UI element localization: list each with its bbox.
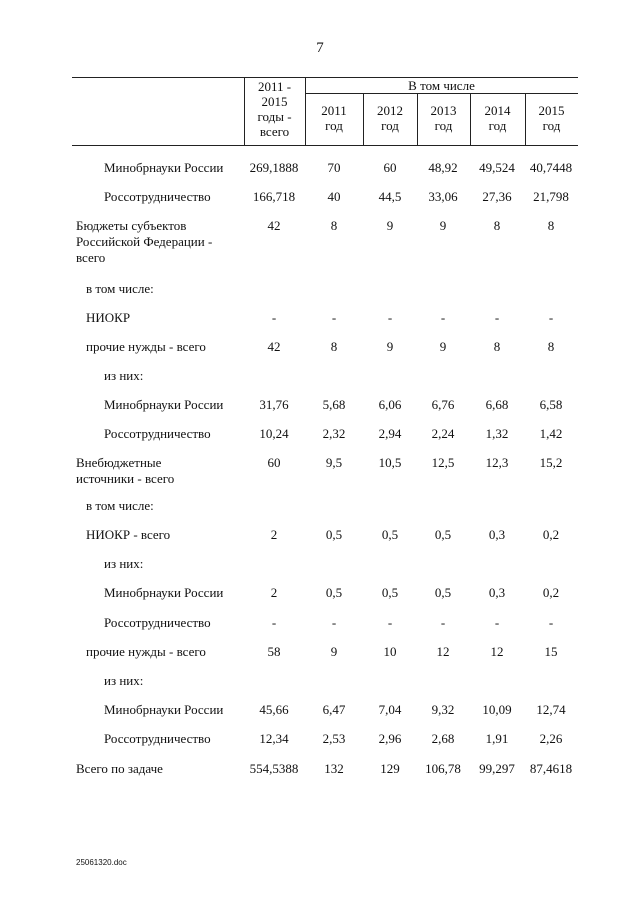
table-cell: 8	[547, 339, 555, 354]
table-cell: 8	[547, 218, 555, 233]
table-cell: 0,5	[325, 585, 343, 600]
table-cell: 6,47	[322, 702, 346, 717]
table-cell: 42	[267, 339, 281, 354]
header-year-line: год	[488, 118, 507, 133]
table-cell: -	[440, 615, 446, 630]
table-cell: 1,91	[485, 731, 509, 746]
row-label-line: Россотрудничество	[104, 731, 211, 746]
table-cell: 269,1888	[249, 160, 299, 175]
table-cell: -	[331, 310, 337, 325]
header-year-line: год	[434, 118, 453, 133]
row-label-line: Российской Федерации -	[76, 234, 213, 249]
table-row-label	[76, 455, 174, 487]
table-cell: 40,7448	[529, 160, 573, 175]
header-group-label: В том числе	[408, 78, 475, 93]
header-year-line: год	[381, 118, 399, 133]
table-cell: 8	[493, 218, 501, 233]
table-row-label	[86, 498, 154, 514]
header-year-2014	[470, 103, 525, 133]
table-cell: -	[548, 310, 554, 325]
table-cell: 0,5	[434, 585, 452, 600]
table-cell: 12,5	[431, 455, 455, 470]
table-cell: 2,68	[431, 731, 455, 746]
table-cell: 44,5	[378, 189, 402, 204]
table-cell: 0,3	[488, 527, 506, 542]
table-cell: 0,2	[542, 527, 560, 542]
table-cell: 33,06	[428, 189, 458, 204]
table-cell: 10,09	[482, 702, 512, 717]
table-row-label	[104, 368, 143, 384]
table-cell: 7,04	[378, 702, 402, 717]
page-number: 7	[316, 40, 324, 56]
footer-filename: 25061320.doc	[76, 858, 127, 867]
table-cell: 99,297	[479, 761, 515, 776]
table-cell: 45,66	[259, 702, 289, 717]
table-cell: 10,24	[259, 426, 289, 441]
row-label-line: прочие нужды - всего	[86, 644, 206, 659]
table-cell: -	[271, 615, 277, 630]
table-row-label	[104, 397, 223, 413]
table-cell: 6,06	[378, 397, 402, 412]
table-row-label	[104, 673, 143, 689]
table-row-label	[86, 339, 206, 355]
table-cell: 12	[436, 644, 450, 659]
group-rule	[305, 93, 578, 94]
row-label-line: из них:	[104, 673, 144, 688]
table-cell: 1,42	[539, 426, 563, 441]
row-label-line: прочие нужды - всего	[86, 339, 206, 354]
table-cell: 9	[439, 218, 447, 233]
table-row-label	[86, 644, 206, 660]
table-cell: 70	[327, 160, 341, 175]
header-year-line: 2013	[430, 103, 457, 118]
header-year-2013	[417, 103, 470, 133]
table-cell: 31,76	[259, 397, 289, 412]
table-cell: 48,92	[428, 160, 458, 175]
row-label-line: из них:	[104, 368, 144, 383]
table-cell: 129	[380, 761, 400, 776]
table-cell: 9	[386, 339, 394, 354]
table-cell: 49,524	[479, 160, 515, 175]
table-cell: 12,74	[536, 702, 566, 717]
row-label-line: источники - всего	[76, 471, 175, 486]
table-cell: 15,2	[539, 455, 563, 470]
table-cell: 0,5	[434, 527, 452, 542]
table-cell: 2,94	[378, 426, 402, 441]
table-row-label	[104, 615, 211, 631]
table-cell: 9,32	[431, 702, 455, 717]
table-row-label	[104, 556, 143, 572]
header-year-2012	[363, 103, 417, 133]
table-row-label	[86, 310, 130, 326]
table-row-label	[86, 527, 170, 543]
header-year-line: год	[542, 118, 561, 133]
table-cell: 42	[267, 218, 281, 233]
table-cell: 60	[383, 160, 397, 175]
table-cell: -	[548, 615, 554, 630]
table-cell: 6,76	[431, 397, 455, 412]
header-total-line: 2011 -	[257, 79, 292, 94]
header-year-line: 2014	[484, 103, 511, 118]
row-label-line: Минобрнауки России	[104, 397, 224, 412]
table-cell: 12,34	[259, 731, 289, 746]
table-cell: 2	[270, 585, 278, 600]
table-cell: -	[440, 310, 446, 325]
row-label-line: НИОКР	[86, 310, 131, 325]
header-year-2011	[305, 103, 363, 133]
row-label-line: Минобрнауки России	[104, 702, 224, 717]
row-label-line: Внебюджетные	[76, 455, 162, 470]
table-cell: 12,3	[485, 455, 509, 470]
table-cell: 15	[544, 644, 558, 659]
table-cell: 87,4618	[529, 761, 573, 776]
table-cell: 166,718	[252, 189, 296, 204]
table-cell: -	[271, 310, 277, 325]
table-cell: 10	[383, 644, 397, 659]
table-cell: 132	[324, 761, 344, 776]
table-row-label	[104, 189, 211, 205]
row-label-line: Минобрнауки России	[104, 160, 224, 175]
header-bottom-rule	[72, 145, 578, 146]
row-label-line: Бюджеты субъектов	[76, 218, 187, 233]
table-cell: 58	[267, 644, 281, 659]
table-cell: 2,32	[322, 426, 346, 441]
table-cell: 9,5	[325, 455, 343, 470]
table-cell: 9	[439, 339, 447, 354]
table-cell: 554,5388	[249, 761, 299, 776]
table-cell: 6,58	[539, 397, 563, 412]
table-cell: 8	[493, 339, 501, 354]
table-row-label	[86, 281, 154, 297]
table-row-label	[104, 585, 223, 601]
table-cell: 8	[330, 218, 338, 233]
header-year-line: 2012	[377, 103, 403, 118]
header-total-line: 2015	[261, 94, 288, 109]
table-cell: 0,5	[381, 527, 399, 542]
header-total-column	[244, 79, 305, 139]
table-row-label	[104, 160, 223, 176]
table-cell: 0,2	[542, 585, 560, 600]
table-cell: 2,26	[539, 731, 563, 746]
table-cell: -	[387, 310, 393, 325]
row-label-line: Россотрудничество	[104, 189, 211, 204]
table-row-label	[104, 426, 211, 442]
table-cell: 8	[330, 339, 338, 354]
row-label-line: Россотрудничество	[104, 426, 211, 441]
header-total-line: годы -	[257, 109, 292, 124]
row-label-line: всего	[76, 250, 106, 265]
table-row-label	[104, 731, 211, 747]
header-year-line: год	[325, 118, 343, 133]
row-label-line: Минобрнауки России	[104, 585, 224, 600]
table-row-label	[76, 218, 212, 266]
table-cell: 9	[330, 644, 338, 659]
table-cell: 9	[386, 218, 394, 233]
table-cell: 60	[267, 455, 281, 470]
table-cell: 0,5	[381, 585, 399, 600]
table-cell: 2,24	[431, 426, 455, 441]
header-year-2015	[525, 103, 578, 133]
table-cell: -	[387, 615, 393, 630]
table-cell: 0,3	[488, 585, 506, 600]
table-cell: 5,68	[322, 397, 346, 412]
row-label-line: Россотрудничество	[104, 615, 211, 630]
row-label-line: в том числе:	[86, 498, 154, 513]
table-cell: 0,5	[325, 527, 343, 542]
row-label-line: Всего по задаче	[76, 761, 163, 776]
header-year-line: 2011	[321, 103, 347, 118]
row-label-line: НИОКР - всего	[86, 527, 171, 542]
table-cell: -	[494, 310, 500, 325]
header-total-line: всего	[259, 124, 290, 139]
table-cell: 40	[327, 189, 341, 204]
table-cell: 10,5	[378, 455, 402, 470]
table-cell: -	[331, 615, 337, 630]
table-row-label	[104, 702, 223, 718]
table-cell: 6,68	[485, 397, 509, 412]
table-cell: 21,798	[533, 189, 569, 204]
header-year-line: 2015	[538, 103, 565, 118]
row-label-line: из них:	[104, 556, 144, 571]
row-label-line: в том числе:	[86, 281, 154, 296]
table-cell: 106,78	[425, 761, 461, 776]
table-cell: -	[494, 615, 500, 630]
table-cell: 2,53	[322, 731, 346, 746]
table-cell: 1,32	[485, 426, 509, 441]
table-row-label	[76, 761, 163, 777]
table-cell: 2	[270, 527, 278, 542]
table-cell: 12	[490, 644, 504, 659]
table-cell: 2,96	[378, 731, 402, 746]
table-cell: 27,36	[482, 189, 512, 204]
